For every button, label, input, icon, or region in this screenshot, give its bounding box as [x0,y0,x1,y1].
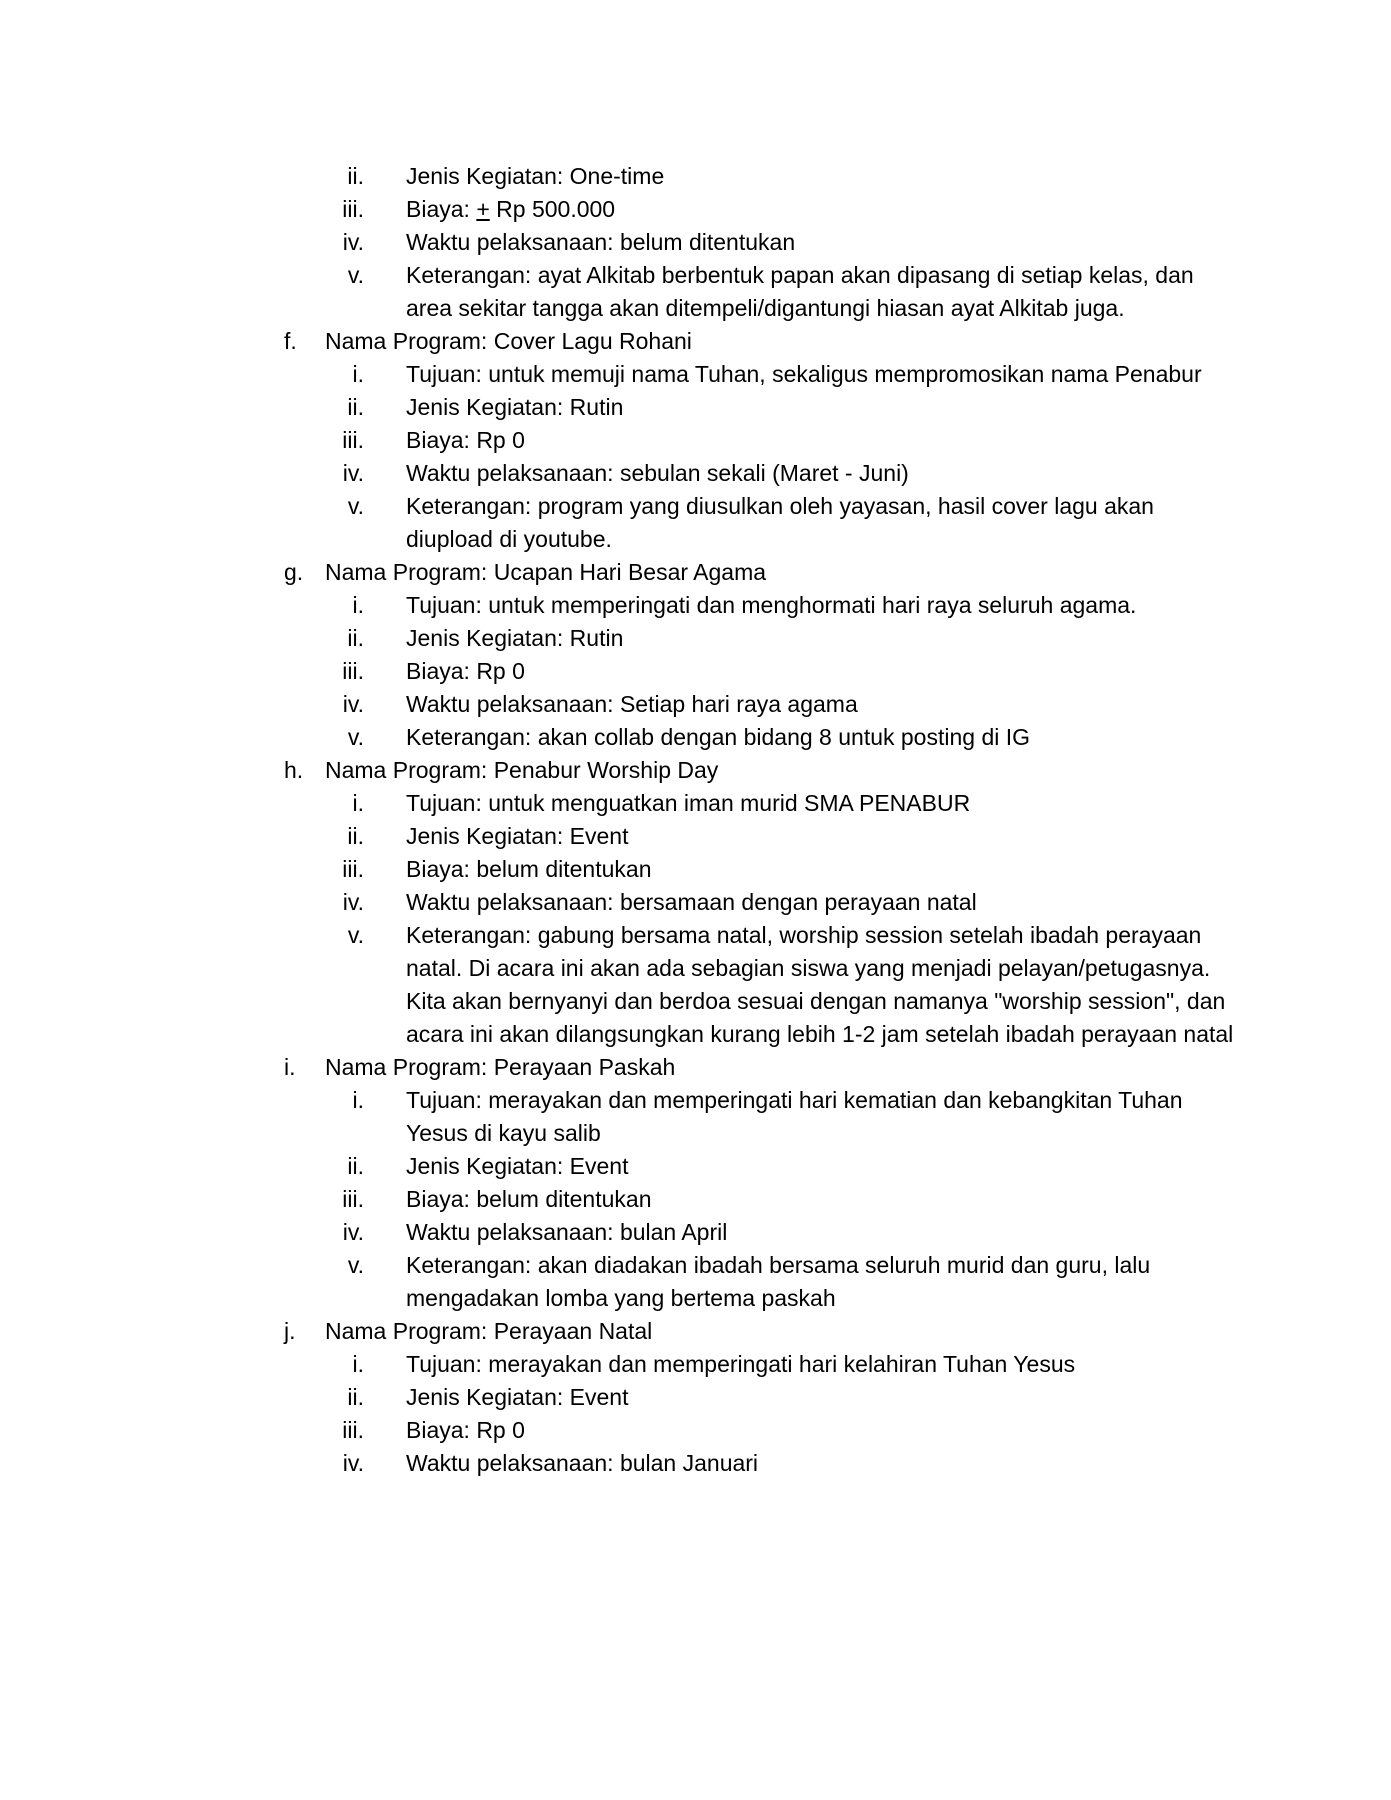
list-item-text: Jenis Kegiatan: Event [406,1153,629,1179]
list-marker: iii. [342,196,364,222]
program-heading [0,325,1391,358]
list-item [0,688,1391,721]
cost-value: Rp 500.000 [489,196,616,222]
list-marker: v. [347,922,364,948]
list-item [0,1414,1391,1447]
list-item [0,424,1391,457]
list-marker: iii. [342,1417,364,1443]
list-marker: ii. [347,625,364,651]
list-marker: ii. [347,163,364,189]
list-item [0,358,1391,391]
list-marker: i. [352,592,364,618]
list-marker: ii. [347,1153,364,1179]
document-page [0,160,1391,1480]
list-item [0,820,1391,853]
list-marker: ii. [347,1384,364,1410]
list-item-text: Biaya: belum ditentukan [406,1186,652,1212]
list-item [0,655,1391,688]
list-item-text [406,193,1236,226]
list-marker: g. [284,559,304,585]
list-item [0,259,1391,325]
list-item-text: Waktu pelaksanaan: bulan Januari [406,1450,759,1476]
list-item-text: Waktu pelaksanaan: bersamaan dengan perayaan natal [406,889,977,915]
list-marker: iv. [342,1450,364,1476]
list-item-text: Biaya: Rp 0 [406,427,525,453]
program-name: Nama Program: Perayaan Paskah [325,1054,676,1080]
program-name: Nama Program: Perayaan Natal [325,1318,653,1344]
list-marker: h. [284,757,304,783]
list-item [0,1216,1391,1249]
list-item [0,457,1391,490]
list-item-text: Keterangan: gabung bersama natal, worship session setelah ibadah perayaan natal. Di acara ini akan ada sebagian siswa yang menjadi pelayan/petugasnya. Kita akan bernyanyi dan berdoa sesuai dengan namanya "worship session", dan acara ini akan dilangsungkan kurang lebih 1-2 jam setelah ibadah perayaan natal [406,922,1234,1047]
list-marker: i. [284,1054,296,1080]
list-marker: v. [347,724,364,750]
list-item-text: Keterangan: ayat Alkitab berbentuk papan akan dipasang di setiap kelas, dan area sekitar tangga akan ditempeli/digantungi hiasan ayat Alkitab juga. [406,262,1194,321]
list-marker: iii. [342,658,364,684]
list-marker: v. [347,1252,364,1278]
list-marker: i. [352,1087,364,1113]
list-item-text: Tujuan: untuk menguatkan iman murid SMA PENABUR [406,790,971,816]
list-item [0,1381,1391,1414]
program-heading [0,1315,1391,1348]
list-item-text: Jenis Kegiatan: One-time [406,163,665,189]
list-item [0,1183,1391,1216]
list-marker: v. [347,493,364,519]
list-item [0,1084,1391,1150]
list-item [0,886,1391,919]
list-item-text: Jenis Kegiatan: Event [406,823,629,849]
list-item-text: Waktu pelaksanaan: bulan April [406,1219,728,1245]
program-name: Nama Program: Cover Lagu Rohani [325,328,692,354]
program-name: Nama Program: Ucapan Hari Besar Agama [325,559,767,585]
list-marker: iv. [342,1219,364,1245]
list-marker: v. [347,262,364,288]
list-item [0,721,1391,754]
list-marker: ii. [347,394,364,420]
list-marker: i. [352,1351,364,1377]
list-item [0,1249,1391,1315]
list-item-text: Keterangan: akan collab dengan bidang 8 untuk posting di IG [406,724,1031,750]
program-heading [0,754,1391,787]
list-item [0,919,1391,1051]
list-item [0,490,1391,556]
cost-label: Biaya: [406,196,477,222]
list-item [0,226,1391,259]
list-marker: i. [352,361,364,387]
list-item [0,1348,1391,1381]
list-item-text: Waktu pelaksanaan: belum ditentukan [406,229,796,255]
list-item-text: Biaya: Rp 0 [406,658,525,684]
list-marker: f. [284,328,297,354]
list-marker: iv. [342,460,364,486]
list-item-text: Jenis Kegiatan: Rutin [406,625,624,651]
list-marker: i. [352,790,364,816]
list-marker: iii. [342,1186,364,1212]
list-item-text: Jenis Kegiatan: Event [406,1384,629,1410]
list-item-text: Tujuan: untuk memuji nama Tuhan, sekaligus mempromosikan nama Penabur [406,361,1202,387]
list-marker: iv. [342,691,364,717]
plus-minus-symbol: + [476,196,490,222]
list-item [0,193,1391,226]
list-item [0,853,1391,886]
list-item [0,1447,1391,1480]
list-marker: ii. [347,823,364,849]
program-name: Nama Program: Penabur Worship Day [325,757,719,783]
list-item-text: Waktu pelaksanaan: sebulan sekali (Maret - Juni) [406,460,909,486]
list-item [0,391,1391,424]
list-item-text: Tujuan: merayakan dan memperingati hari kematian dan kebangkitan Tuhan Yesus di kayu salib [406,1087,1183,1146]
list-item [0,622,1391,655]
list-marker: iii. [342,427,364,453]
list-item-text: Tujuan: untuk memperingati dan menghormati hari raya seluruh agama. [406,592,1137,618]
list-item-text: Tujuan: merayakan dan memperingati hari kelahiran Tuhan Yesus [406,1351,1076,1377]
list-item [0,589,1391,622]
list-item-text: Keterangan: akan diadakan ibadah bersama seluruh murid dan guru, lalu mengadakan lomba yang bertema paskah [406,1252,1151,1311]
list-marker: iv. [342,889,364,915]
list-item-text: Waktu pelaksanaan: Setiap hari raya agama [406,691,858,717]
list-item-text: Jenis Kegiatan: Rutin [406,394,624,420]
list-item-text: Keterangan: program yang diusulkan oleh yayasan, hasil cover lagu akan diupload di youtube. [406,493,1154,552]
list-item [0,787,1391,820]
list-marker: iv. [342,229,364,255]
program-heading [0,1051,1391,1084]
list-marker: iii. [342,856,364,882]
list-item [0,1150,1391,1183]
list-item [0,160,1391,193]
list-marker: j. [284,1318,296,1344]
list-item-text: Biaya: belum ditentukan [406,856,652,882]
list-item-text: Biaya: Rp 0 [406,1417,525,1443]
program-heading [0,556,1391,589]
